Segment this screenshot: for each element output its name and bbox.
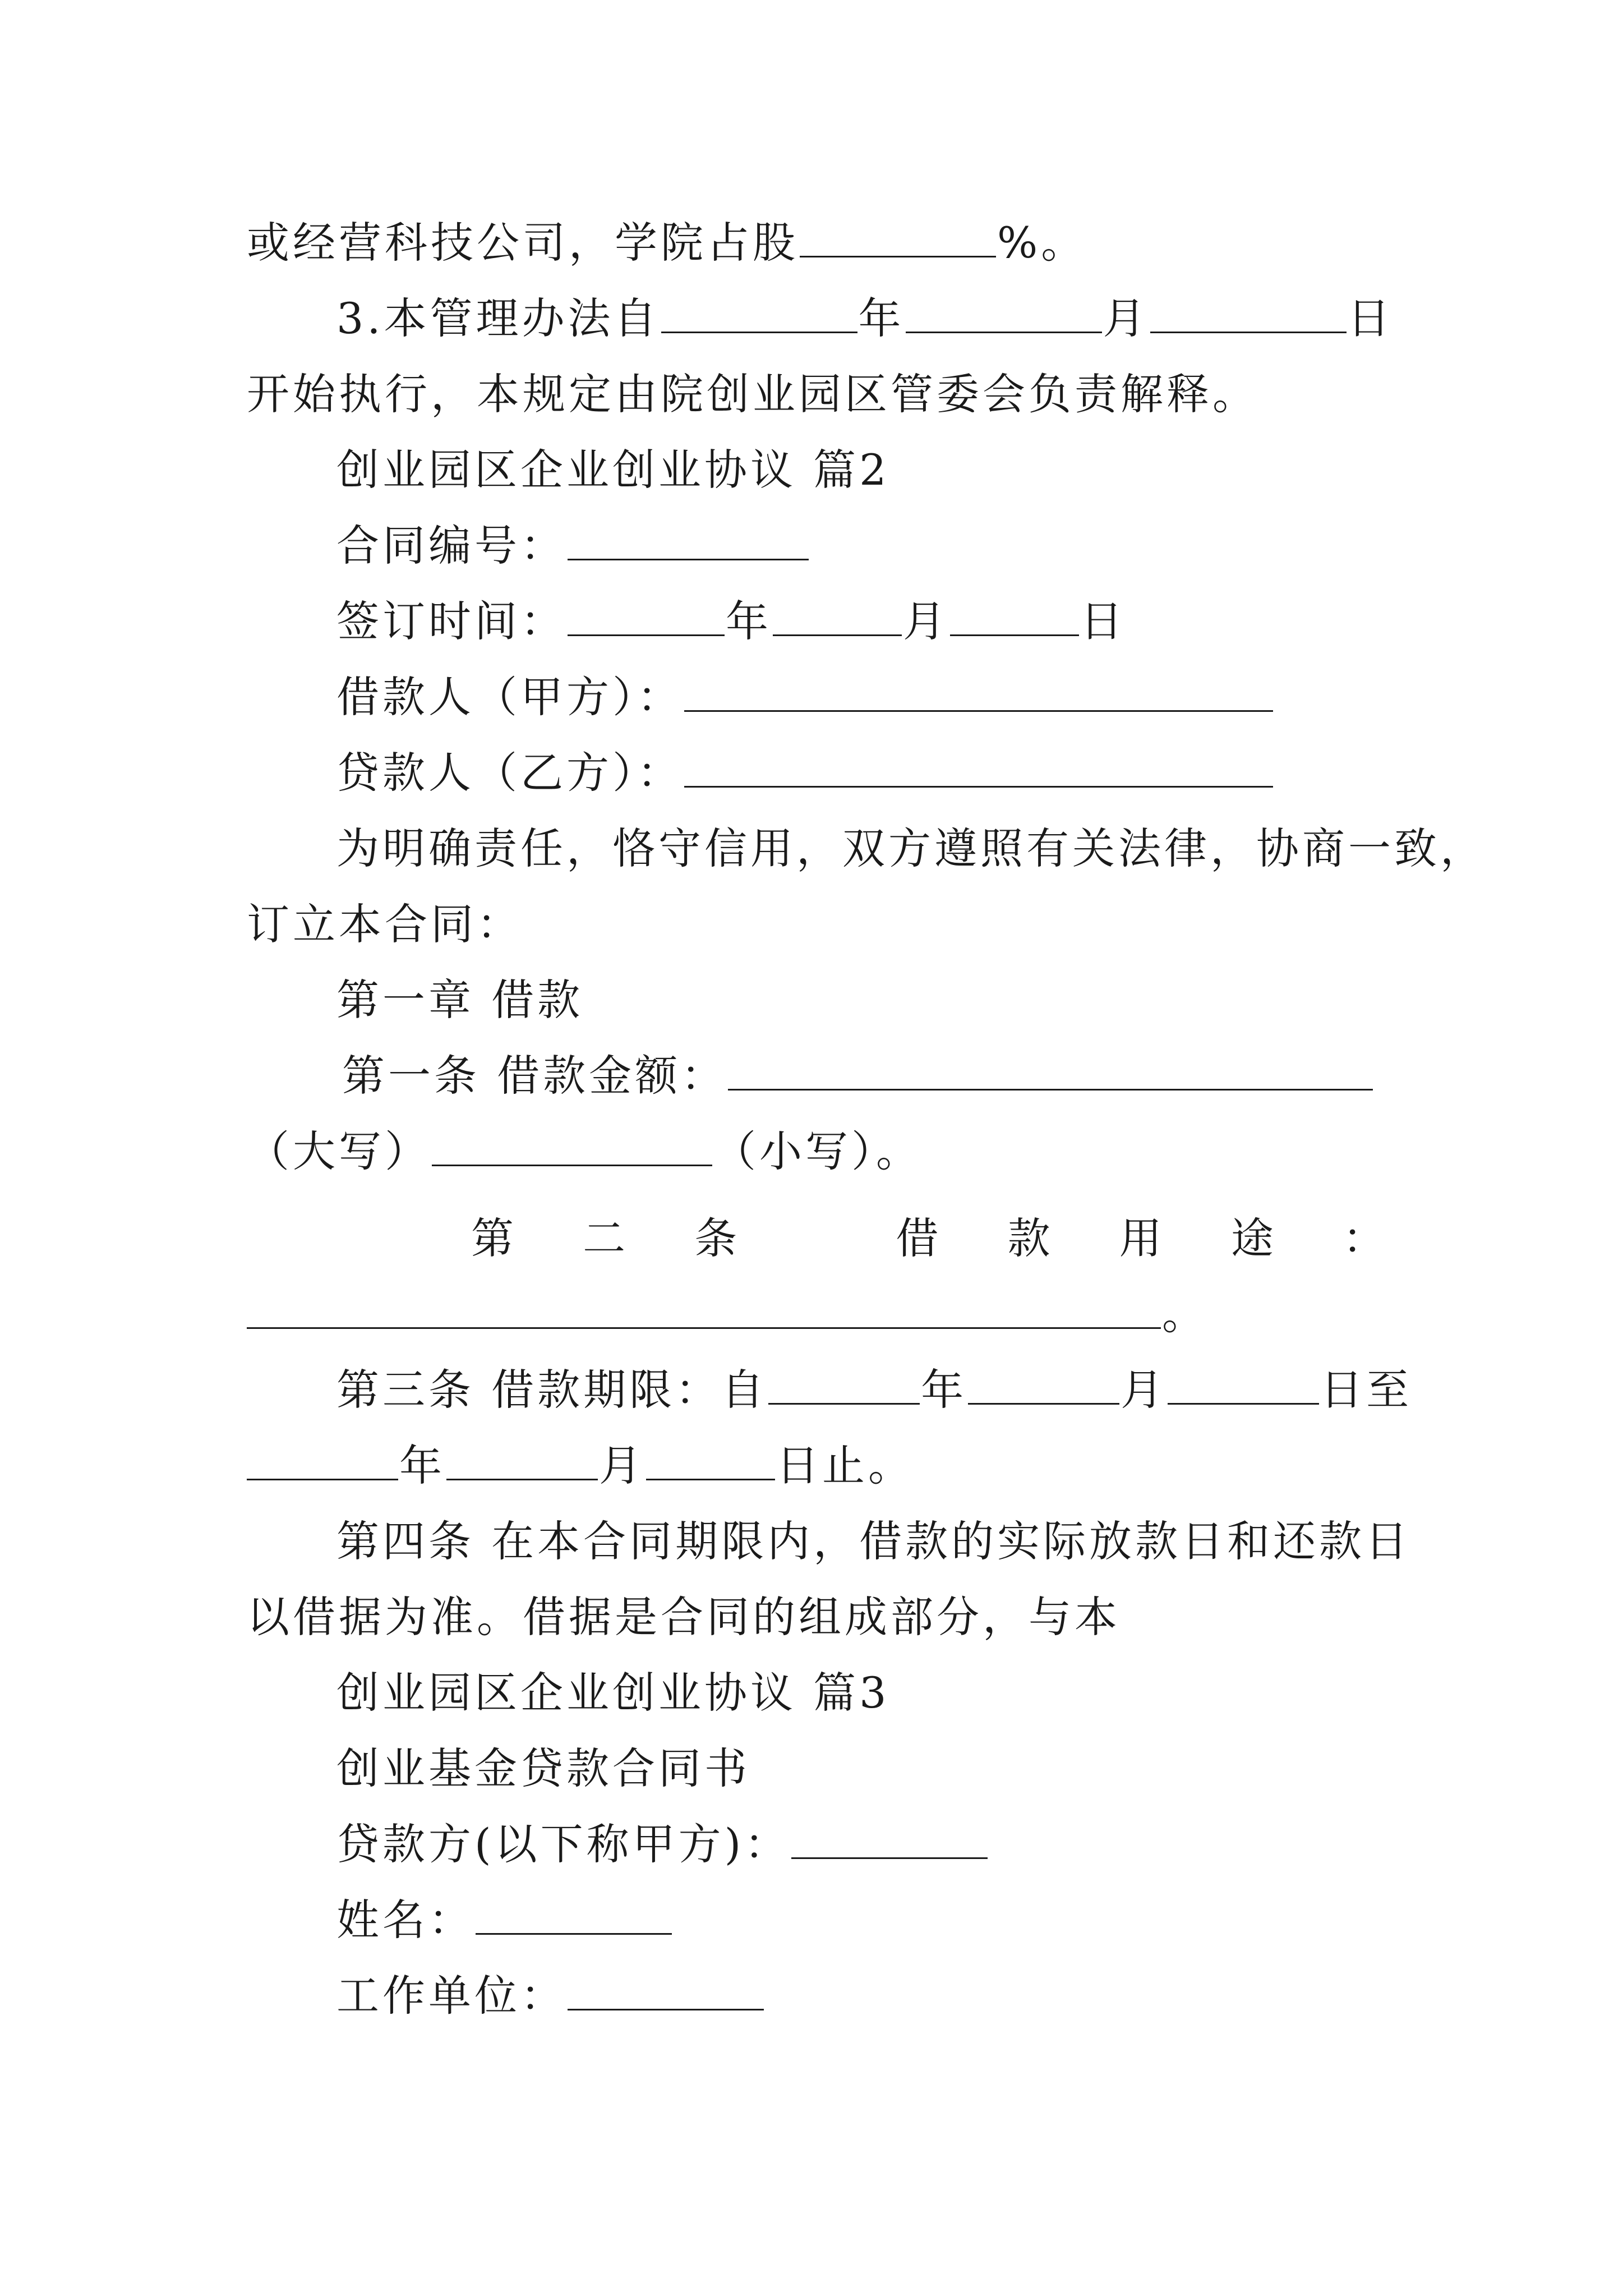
text-line-10 [247,896,523,953]
text: 款 [1007,1213,1050,1263]
lender-line [336,745,1274,801]
text: 用 [1119,1213,1162,1263]
blank-field [968,1364,1119,1405]
text-line-18 [336,1513,1411,1570]
text-line-19 [247,1589,1121,1645]
text: 借款人（甲方）： [336,672,683,722]
text: ： [1342,1213,1385,1263]
text: %。 [997,218,1087,268]
text: 日 [1080,596,1126,646]
text: 借 [896,1213,939,1263]
text: 年 [858,293,905,343]
text: 合同编号： [336,521,566,570]
text: 第一章 借款 [336,975,584,1025]
blank-field [728,1050,1373,1091]
blank-field [661,292,857,333]
text: 工作单位： [336,1971,566,2021]
blank-field [432,1125,712,1166]
text: 月 [599,1441,645,1490]
text: 以借据为准。借据是合同的组成部分，与本 [247,1592,1121,1642]
borrower-line [336,669,1274,725]
text: 创业园区企业创业协议 篇3 [336,1668,890,1718]
text: （小写）。 [713,1126,922,1176]
blank-field [1168,1364,1319,1405]
text: （大写） [247,1126,431,1176]
blank-field [684,671,1273,712]
blank-field [773,595,902,636]
loan-term-end-line [247,1438,914,1494]
text: 日 [1347,293,1394,343]
text: 途 [1230,1213,1274,1263]
blank-field [800,217,996,257]
text: 3.本管理办法自 [336,293,660,343]
blank-field [247,1439,398,1480]
lender-party-line [336,1816,989,1872]
text: 二 [583,1213,626,1263]
amount-words-line [247,1124,922,1180]
blank-field [684,747,1273,788]
text: 贷款方(以下称甲方)： [336,1819,791,1869]
text-line-9 [336,821,1486,877]
blank-field [906,292,1102,333]
text: 贷款人（乙方）： [336,748,683,798]
text: 开始执行，本规定由院创业园区管委会负责解释。 [247,369,1258,419]
text: 。 [1162,1289,1208,1339]
text: 年 [726,596,772,646]
text: 年 [399,1441,445,1490]
blank-field [1150,292,1347,333]
text-line-1 [247,215,1087,271]
text: 姓名： [336,1895,474,1945]
text: 年 [921,1365,967,1415]
blank-field [568,1970,764,2010]
section-heading-3 [336,1665,890,1721]
section-heading-2 [336,442,890,498]
text: 第 [471,1213,514,1263]
text: 条 [694,1213,737,1263]
blank-field [791,1818,988,1859]
text-line-3 [247,366,1258,422]
text: 月 [903,596,949,646]
blank-field [768,1364,920,1405]
text: 签订时间： [336,596,566,646]
employer-line [336,1968,765,2024]
blank-field [646,1439,775,1480]
text: 创业基金贷款合同书 [336,1743,750,1793]
text: 订立本合同： [247,899,523,949]
text: 为明确责任，恪守信用，双方遵照有关法律，协商一致， [336,823,1486,873]
blank-field [568,595,725,636]
text: 第一条 借款金额： [342,1051,727,1101]
text: 第四条 在本合同期限内，借款的实际放款日和还款日 [336,1516,1412,1566]
blank-field [247,1288,1161,1329]
text: 月 [1103,293,1149,343]
loan-purpose-blank-line [247,1286,1208,1342]
blank-field [568,519,809,560]
text: 第三条 借款期限：自 [336,1365,768,1415]
blank-field [950,595,1079,636]
loan-purpose-heading [471,1211,1385,1267]
chapter-heading [336,972,583,1028]
name-line [336,1892,673,1948]
text: 创业园区企业创业协议 篇2 [336,445,890,495]
loan-term-line [336,1362,1412,1418]
blank-field [476,1894,672,1935]
text: 月 [1121,1365,1167,1415]
loan-amount-line [342,1048,1374,1104]
contract-number-line [336,518,810,574]
text: 日至 [1320,1365,1413,1415]
text-line-2 [336,291,1394,347]
text: 日止。 [776,1441,914,1490]
text: 或经营科技公司，学院占股 [247,218,799,268]
sign-date-line [336,593,1126,650]
contract-title [336,1741,750,1797]
blank-field [446,1439,598,1480]
